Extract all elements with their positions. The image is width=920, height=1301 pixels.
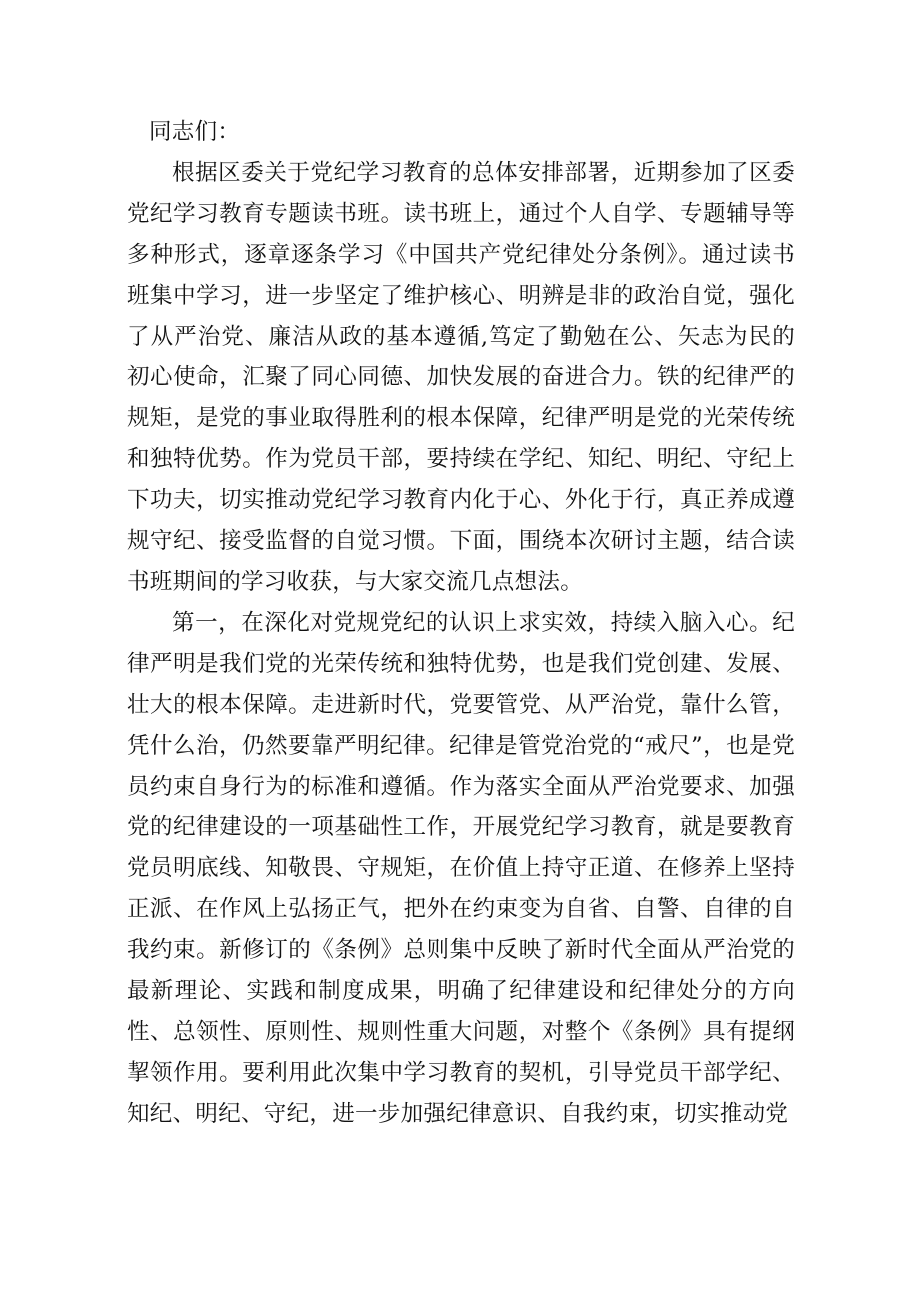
salutation: 同志们： [149, 119, 241, 145]
paragraph-first-point: 第一，在深化对党规党纪的认识上求实效，持续入脑入心。纪律严明是我们党的光荣传统和独特优势，也是我们党创建、发展、壮大的根本保障。走进新时代，党要管党、从严治党，靠什么管，凭什么治，仍然要靠严明纪律。纪律是管党治党的“戒尺”，也是党员约束自身行为的标准和遵循。作为落实全面从严治党要求、加强党的纪律建设的一项基础性工作，开展党纪学习教育，就是要教育党员明底线、知敬畏、守规矩，在价值上持守正道、在修养上坚持正派、在作风上弘扬正气，把外在约束变为自省、自警、自律的自我约束。新修订的《条例》总则集中反映了新时代全面从严治党的最新理论、实践和制度成果，明确了纪律建设和纪律处分的方向性、总领性、原则性、规则性重大问题，对整个《条例》具有提纲挈领作用。要利用此次集中学习教育的契机，引导党员干部学纪、知纪、明纪、守纪，进一步加强纪律意识、自我约束，切实推动党 [127, 609, 795, 1127]
document-body [127, 112, 795, 1135]
paragraph-intro: 根据区委关于党纪学习教育的总体安排部署，近期参加了区委党纪学习教育专题读书班。读书班上，通过个人自学、专题辅导等多种形式，逐章逐条学习《中国共产党纪律处分条例》。通过读书班集中学习，进一步坚定了维护核心、明辨是非的政治自觉，强化了从严治党、廉洁从政的基本遵循,笃定了勤勉在公、矢志为民的初心使命，汇聚了同心同德、加快发展的奋进合力。铁的纪律严的规矩，是党的事业取得胜利的根本保障，纪律严明是党的光荣传统和独特优势。作为党员干部，要持续在学纪、知纪、明纪、守纪上下功夫，切实推动党纪学习教育内化于心、外化于行，真正养成遵规守纪、接受监督的自觉习惯。下面，围绕本次研讨主题，结合读书班期间的学习收获，与大家交流几点想法。 [127, 159, 795, 595]
